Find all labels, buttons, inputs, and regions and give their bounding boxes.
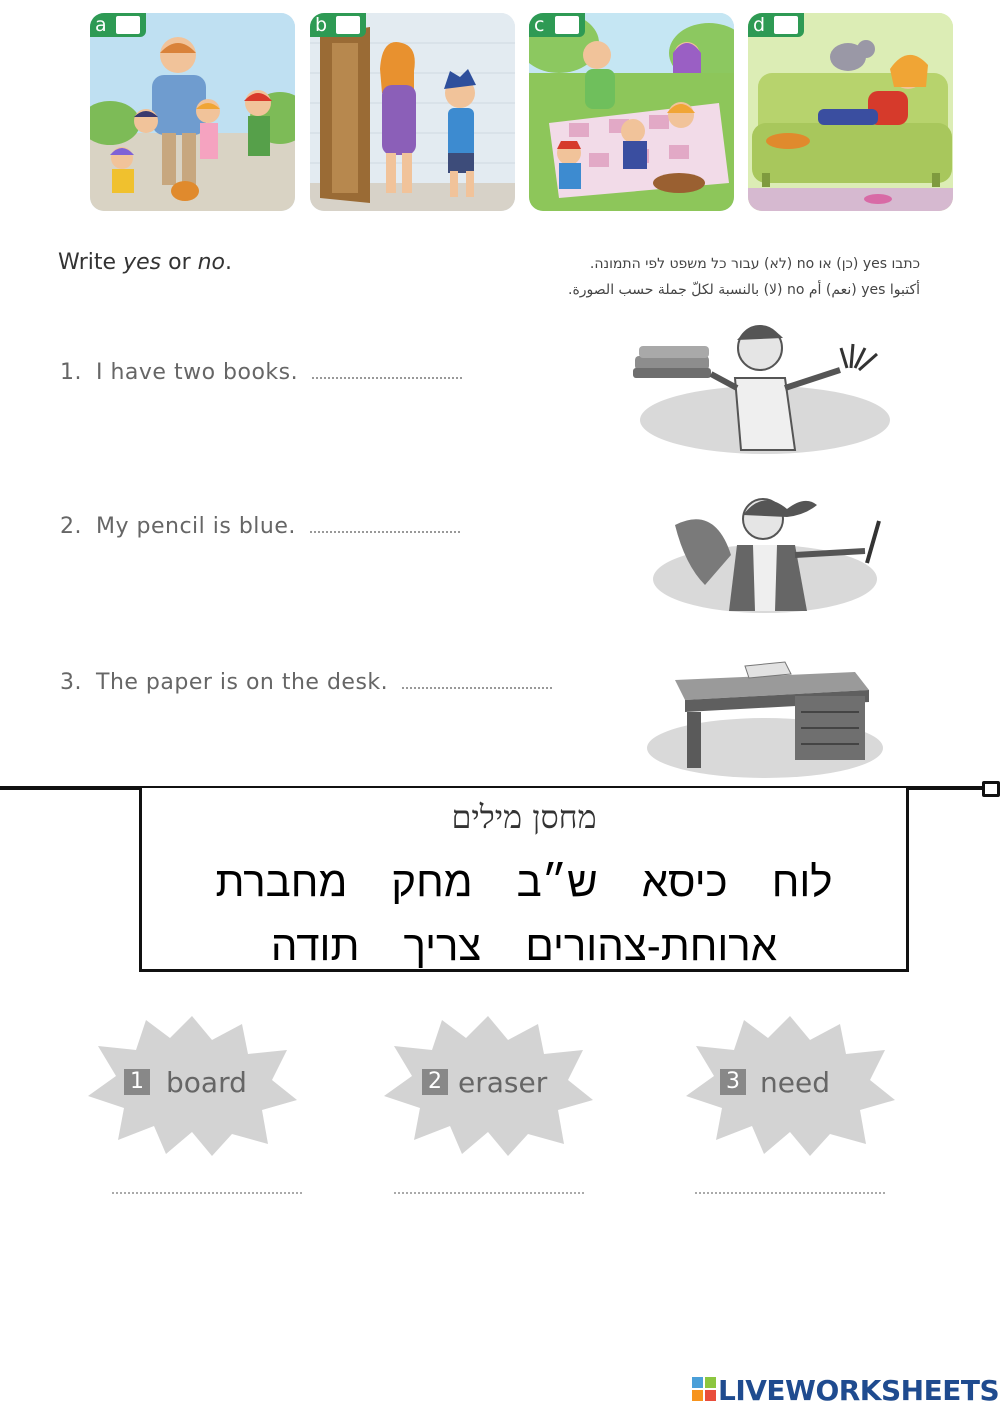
picture-b (310, 13, 515, 211)
answer-box[interactable] (336, 16, 360, 34)
sentence-number: 1. (60, 360, 82, 385)
sentence-1 (60, 360, 462, 385)
instruction-arabic: أكتبوا yes (نعم) أم no (لا) بالنسبة لكلّ جملة حسب الصورة. (568, 282, 920, 298)
badge-number: 3 (720, 1069, 746, 1095)
answer-box[interactable] (555, 16, 579, 34)
picture-c (529, 13, 734, 211)
badge-word: need (760, 1066, 830, 1099)
picture-label-tag (529, 13, 585, 37)
picture-letter: a (95, 14, 107, 36)
word-bank-item: מחק (391, 858, 473, 905)
answer-box[interactable] (774, 16, 798, 34)
sentence-text: The paper is on the desk. (96, 670, 389, 695)
divider-handle (982, 781, 1000, 797)
word-bank-item: תודה (270, 922, 360, 969)
answer-line[interactable] (310, 517, 460, 533)
answer-line[interactable] (402, 673, 552, 689)
badge-number: 2 (422, 1069, 448, 1095)
sofa-illustration (748, 13, 953, 211)
badge-answer-line-1[interactable] (112, 1192, 302, 1194)
answer-line[interactable] (312, 363, 462, 379)
instruction-no: no (197, 250, 226, 275)
picnic-illustration (529, 13, 734, 211)
picture-letter: c (534, 14, 545, 36)
word-badge-1 (82, 1010, 302, 1160)
sentence-3 (60, 670, 552, 695)
word-bank-title: מחסן מילים (451, 798, 597, 836)
badge-number: 1 (124, 1069, 150, 1095)
sentence-2 (60, 514, 460, 539)
sentence-number: 3. (60, 670, 82, 695)
instruction-mid: or (161, 250, 198, 275)
desk-with-paper-illustration (645, 650, 885, 780)
sentence-number: 2. (60, 514, 82, 539)
word-badge-2 (378, 1010, 598, 1160)
word-bank-item: לוח (771, 858, 833, 905)
picture-letter: d (753, 14, 766, 36)
liveworksheets-logo-icon (692, 1377, 716, 1401)
family-illustration (90, 13, 295, 211)
picture-letter: b (315, 14, 328, 36)
instruction-yes: yes (123, 250, 162, 275)
badge-answer-line-2[interactable] (394, 1192, 584, 1194)
word-bank-item: מחברת (215, 858, 348, 905)
word-bank-row-1 (142, 858, 906, 906)
instruction-heading (58, 250, 232, 275)
word-badge-3 (680, 1010, 900, 1160)
girl-with-pencil-illustration (645, 485, 885, 615)
picture-label-tag (90, 13, 146, 37)
word-bank-item: צריך (403, 922, 482, 969)
picture-label-tag (310, 13, 366, 37)
picture-d (748, 13, 953, 211)
word-bank (139, 788, 909, 972)
boy-with-books-illustration (625, 318, 895, 458)
door-illustration (310, 13, 515, 211)
sentence-text: My pencil is blue. (96, 514, 296, 539)
word-bank-item: ארוחת-צהורים (525, 922, 778, 969)
instruction-prefix: Write (58, 250, 124, 275)
word-bank-item: ש״ב (516, 858, 598, 905)
instruction-suffix: . (225, 250, 233, 275)
picture-a (90, 13, 295, 211)
sentence-text: I have two books. (96, 360, 299, 385)
badge-word: eraser (458, 1066, 548, 1099)
badge-word: board (166, 1066, 247, 1099)
badge-answer-line-3[interactable] (695, 1192, 885, 1194)
logo-text: LIVEWORKSHEETS (718, 1374, 1000, 1407)
word-bank-item: כיסא (641, 858, 728, 905)
picture-label-tag (748, 13, 804, 37)
answer-box[interactable] (116, 16, 140, 34)
instruction-hebrew: כתבו yes (כן) או no (לא) עבור כל משפט לפי התמונה. (589, 256, 920, 272)
word-bank-row-2 (142, 922, 906, 970)
